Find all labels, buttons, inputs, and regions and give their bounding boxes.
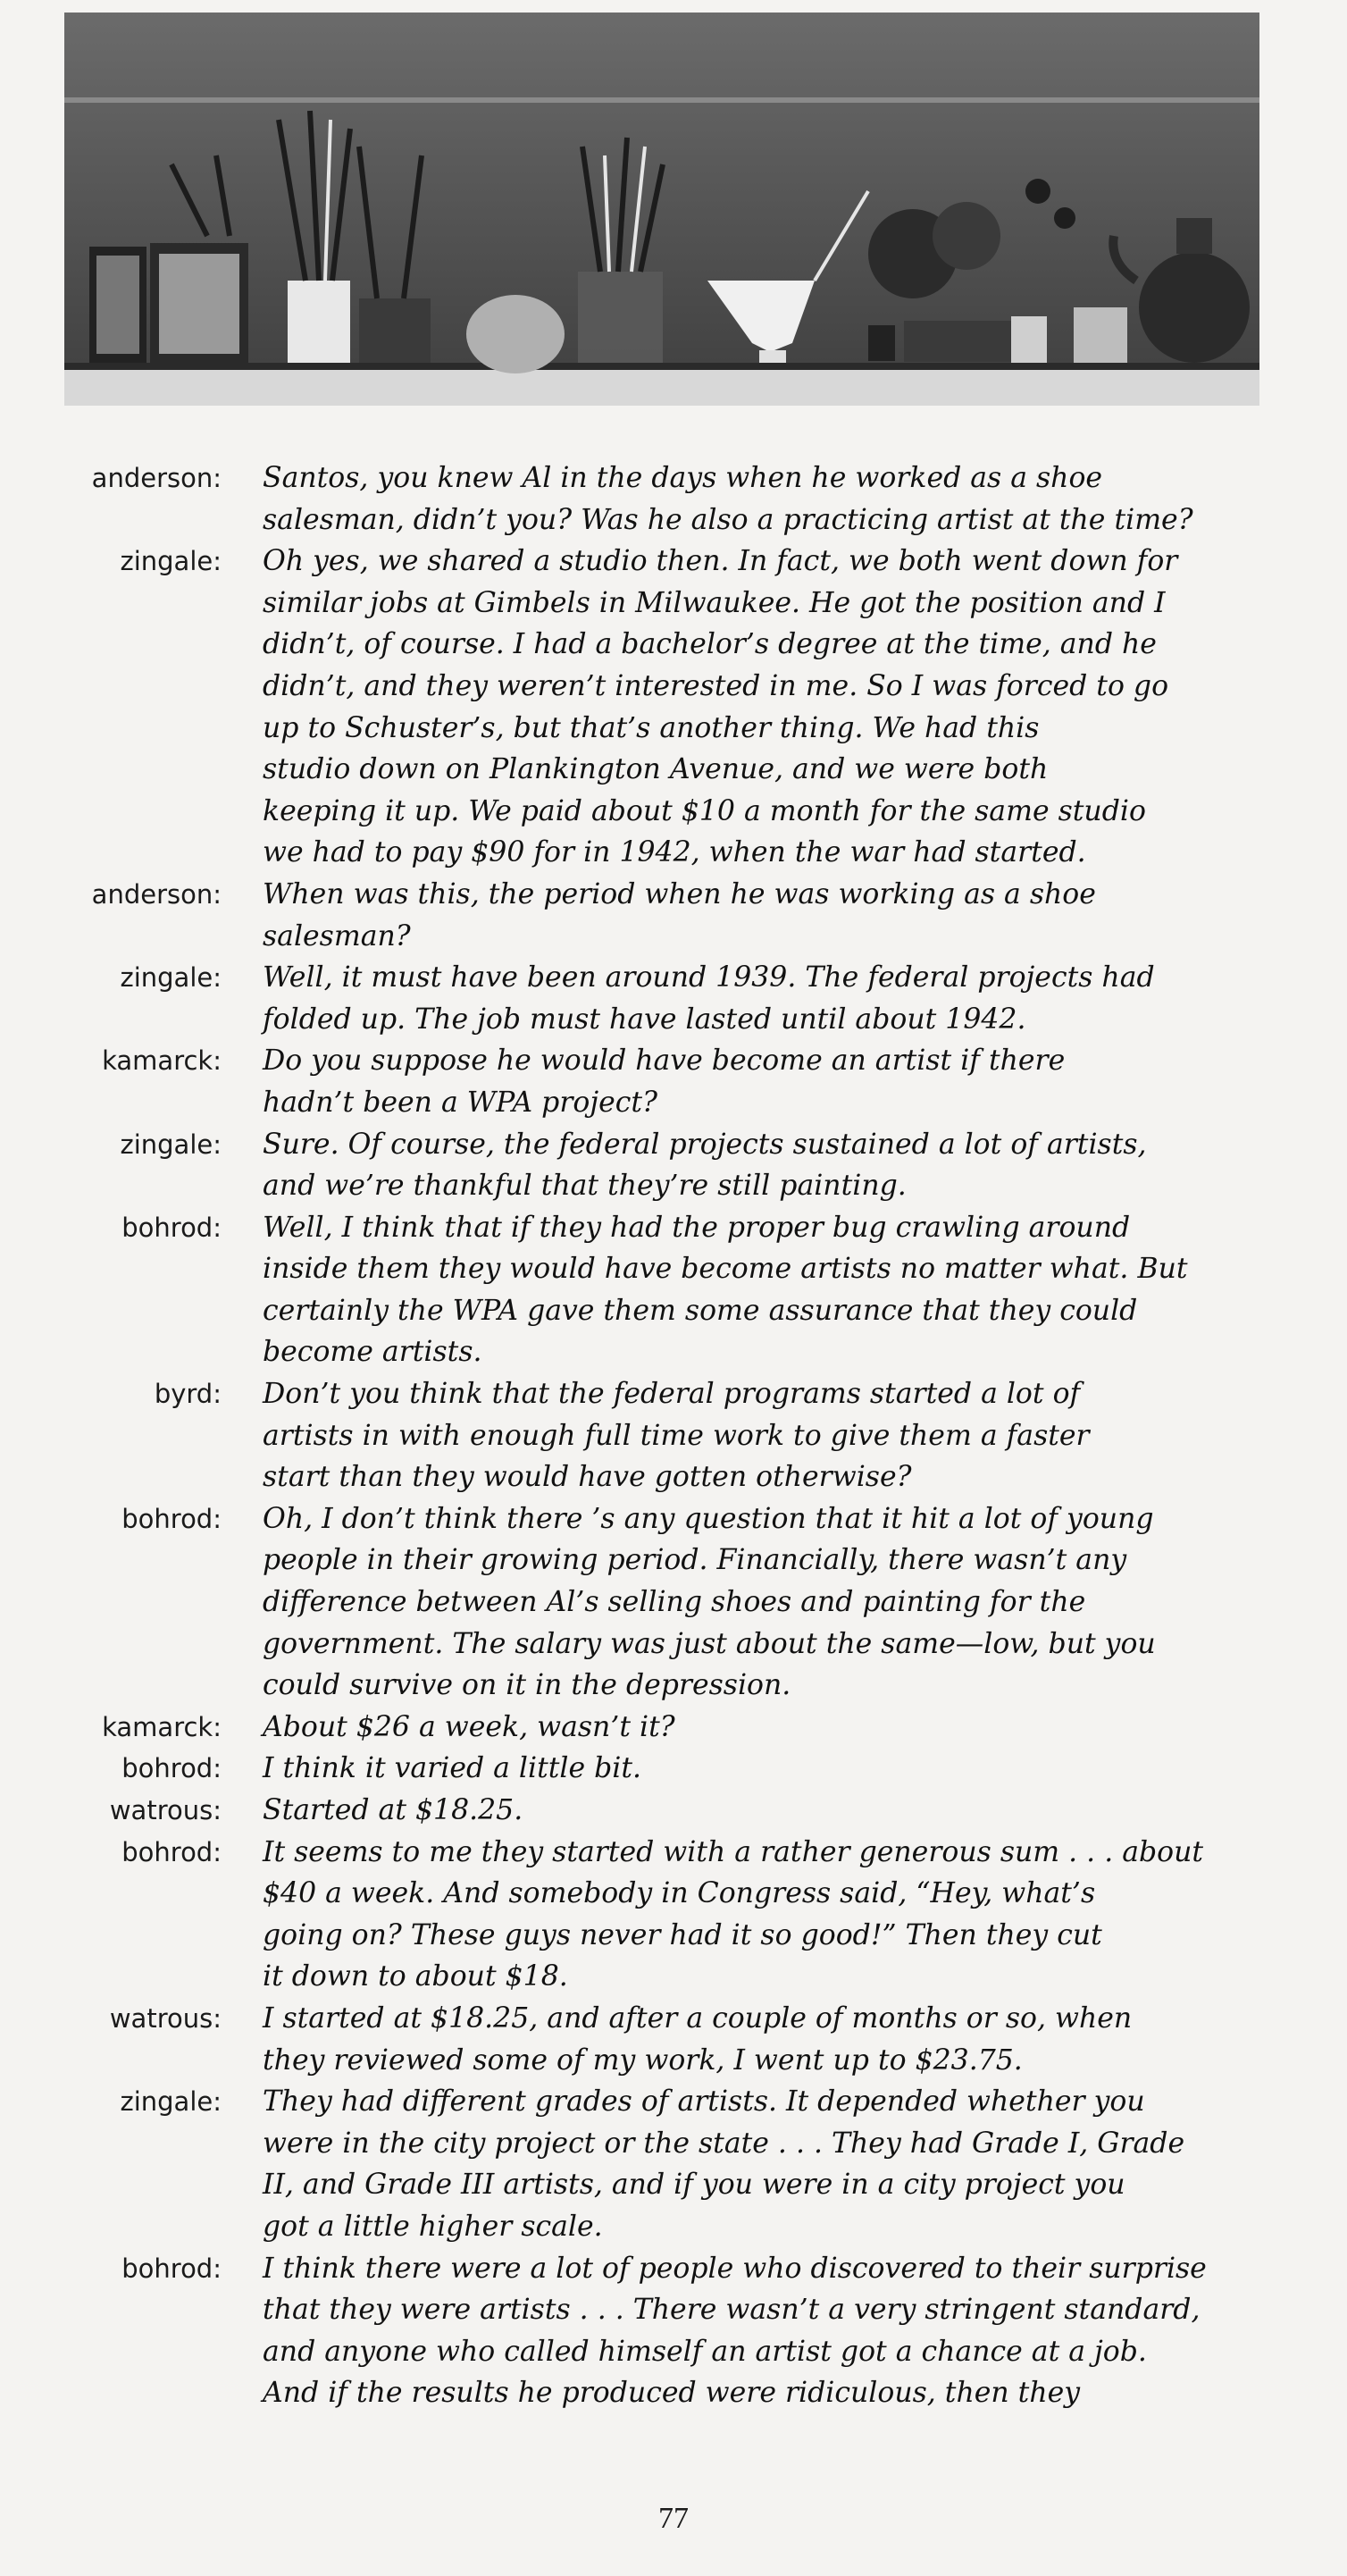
speech-line: Sure. Of course, the federal projects sustained a lot of artists, bbox=[263, 1128, 1147, 1161]
dialogue bbox=[54, 457, 1304, 2414]
speech-line: It seems to me they started with a rather generous sum . . . about bbox=[263, 1835, 1204, 1868]
speech-line: II, and Grade III artists, and if you were in a city project you bbox=[263, 2169, 1125, 2202]
speech-line: got a little higher scale. bbox=[263, 2210, 603, 2243]
speech-line: difference between Al’s selling shoes and painting for the bbox=[263, 1586, 1086, 1619]
speaker-label: zingale: bbox=[120, 1129, 222, 1160]
dialogue-turn bbox=[54, 1748, 1304, 1790]
studio-shelf-photo bbox=[64, 13, 1259, 406]
speech-line: Well, it must have been around 1939. The federal projects had bbox=[263, 961, 1155, 994]
speech-text bbox=[263, 1124, 1147, 1207]
speech-line: About $26 a week, wasn’t it? bbox=[263, 1710, 675, 1743]
speech-line: didn’t, of course. I had a bachelor’s degree at the time, and he bbox=[263, 628, 1157, 661]
dialogue-turn bbox=[54, 1207, 1304, 1373]
speech-text bbox=[263, 1790, 523, 1832]
speaker-label: byrd: bbox=[154, 1379, 222, 1410]
dialogue-turn bbox=[54, 1373, 1304, 1498]
speech-line: and we’re thankful that they’re still painting. bbox=[263, 1170, 907, 1203]
dialogue-turn bbox=[54, 874, 1304, 957]
dialogue-turn bbox=[54, 2248, 1304, 2414]
speech-line: and anyone who called himself an artist got a chance at a job. bbox=[263, 2335, 1147, 2368]
speech-text bbox=[263, 1498, 1156, 1707]
speech-text bbox=[263, 1707, 675, 1749]
page-number: 77 bbox=[658, 2502, 689, 2535]
dialogue-turn bbox=[54, 541, 1304, 874]
speaker-label: kamarck: bbox=[102, 1045, 222, 1077]
studio-shelf-photo-icon bbox=[64, 13, 1259, 406]
speech-line: $40 a week. And somebody in Congress said, “Hey, what’s bbox=[263, 1877, 1096, 1910]
speaker-label: zingale: bbox=[120, 962, 222, 994]
dialogue-turn bbox=[54, 1998, 1304, 2081]
speech-line: salesman, didn’t you? Was he also a practicing artist at the time? bbox=[263, 503, 1193, 536]
speech-text bbox=[263, 1748, 641, 1790]
speech-line: similar jobs at Gimbels in Milwaukee. He got the position and I bbox=[263, 586, 1166, 619]
speech-text bbox=[263, 1207, 1188, 1373]
speech-line: Well, I think that if they had the proper bug crawling around bbox=[263, 1211, 1131, 1244]
speech-line: keeping it up. We paid about $10 a month for the same studio bbox=[263, 794, 1146, 827]
dialogue-turn bbox=[54, 1790, 1304, 1832]
speaker-label: watrous: bbox=[109, 1795, 222, 1825]
speech-line: Oh yes, we shared a studio then. In fact, we both went down for bbox=[263, 545, 1178, 578]
speech-line: And if the results he produced were ridiculous, then they bbox=[263, 2377, 1081, 2410]
speech-line: inside them they would have become artists no matter what. But bbox=[263, 1253, 1188, 1286]
speech-line: that they were artists . . . There wasn’t a very stringent standard, bbox=[263, 2294, 1201, 2327]
speech-line: we had to pay $90 for in 1942, when the war had started. bbox=[263, 836, 1086, 869]
speech-line: Oh, I don’t think there ’s any question that it hit a lot of young bbox=[263, 1502, 1154, 1535]
speech-text bbox=[263, 874, 1096, 957]
speaker-label: bohrod: bbox=[121, 1836, 222, 1867]
speaker-label: anderson: bbox=[91, 463, 222, 493]
dialogue-turn bbox=[54, 457, 1304, 541]
speaker-label: watrous: bbox=[109, 2002, 222, 2034]
speaker-label: bohrod: bbox=[121, 1212, 222, 1243]
speech-text bbox=[263, 541, 1177, 874]
speaker-label: zingale: bbox=[120, 546, 222, 577]
speech-line: When was this, the period when he was working as a shoe bbox=[263, 877, 1096, 910]
speech-line: government. The salary was just about the same—low, but you bbox=[263, 1627, 1156, 1660]
speech-text bbox=[263, 1832, 1203, 1998]
speaker-label: bohrod: bbox=[121, 2253, 222, 2284]
speech-line: people in their growing period. Financially, there wasn’t any bbox=[263, 1544, 1127, 1577]
speech-text bbox=[263, 957, 1155, 1040]
speech-line: Don’t you think that the federal programs started a lot of bbox=[263, 1378, 1081, 1411]
speech-line: were in the city project or the state . . . They had Grade I, Grade bbox=[263, 2127, 1185, 2160]
speech-line: I think there were a lot of people who discovered to their surprise bbox=[263, 2252, 1207, 2285]
speech-line: it down to about $18. bbox=[263, 1960, 568, 1993]
speech-line: could survive on it in the depression. bbox=[263, 1669, 791, 1702]
speech-line: I think it varied a little bit. bbox=[263, 1752, 642, 1785]
speech-line: Started at $18.25. bbox=[263, 1794, 523, 1826]
dialogue-turn bbox=[54, 1832, 1304, 1998]
speech-line: hadn’t been a WPA project? bbox=[263, 1086, 657, 1119]
dialogue-turn bbox=[54, 1040, 1304, 1123]
speaker-label: anderson: bbox=[91, 878, 222, 910]
speaker-label: zingale: bbox=[120, 2086, 222, 2118]
speech-line: didn’t, and they weren’t interested in me. So I was forced to go bbox=[263, 669, 1169, 702]
speech-line: They had different grades of artists. It depended whether you bbox=[263, 2085, 1145, 2119]
speech-text bbox=[263, 1373, 1090, 1498]
speech-line: I started at $18.25, and after a couple of months or so, when bbox=[263, 2001, 1133, 2035]
speaker-label: kamarck: bbox=[102, 1711, 222, 1742]
dialogue-turn bbox=[54, 1707, 1304, 1749]
speech-line: they reviewed some of my work, I went up to $23.75. bbox=[263, 2043, 1023, 2077]
speech-text bbox=[263, 1040, 1065, 1123]
dialogue-turn bbox=[54, 2081, 1304, 2247]
speech-line: certainly the WPA gave them some assurance that they could bbox=[263, 1294, 1138, 1327]
dialogue-turn bbox=[54, 957, 1304, 1040]
speech-line: salesman? bbox=[263, 919, 411, 952]
speech-text bbox=[263, 1998, 1132, 2081]
speech-line: artists in with enough full time work to give them a faster bbox=[263, 1419, 1090, 1452]
dialogue-turn bbox=[54, 1124, 1304, 1207]
speech-line: going on? These guys never had it so good!” Then they cut bbox=[263, 1918, 1102, 1951]
speech-line: Santos, you knew Al in the days when he worked as a shoe bbox=[263, 462, 1103, 494]
speech-line: become artists. bbox=[263, 1336, 482, 1369]
speaker-label: bohrod: bbox=[121, 1503, 222, 1534]
speech-text bbox=[263, 457, 1193, 541]
speech-line: Do you suppose he would have become an artist if there bbox=[263, 1045, 1066, 1078]
speech-text bbox=[263, 2081, 1184, 2247]
dialogue-turn bbox=[54, 1498, 1304, 1707]
speech-text bbox=[263, 2248, 1207, 2414]
speech-line: folded up. The job must have lasted until about 1942. bbox=[263, 1003, 1026, 1036]
speech-line: start than they would have gotten otherwise? bbox=[263, 1461, 912, 1494]
speech-line: up to Schuster’s, but that’s another thing. We had this bbox=[263, 711, 1040, 744]
speech-line: studio down on Plankington Avenue, and we were both bbox=[263, 753, 1049, 786]
speaker-label: bohrod: bbox=[121, 1753, 222, 1784]
